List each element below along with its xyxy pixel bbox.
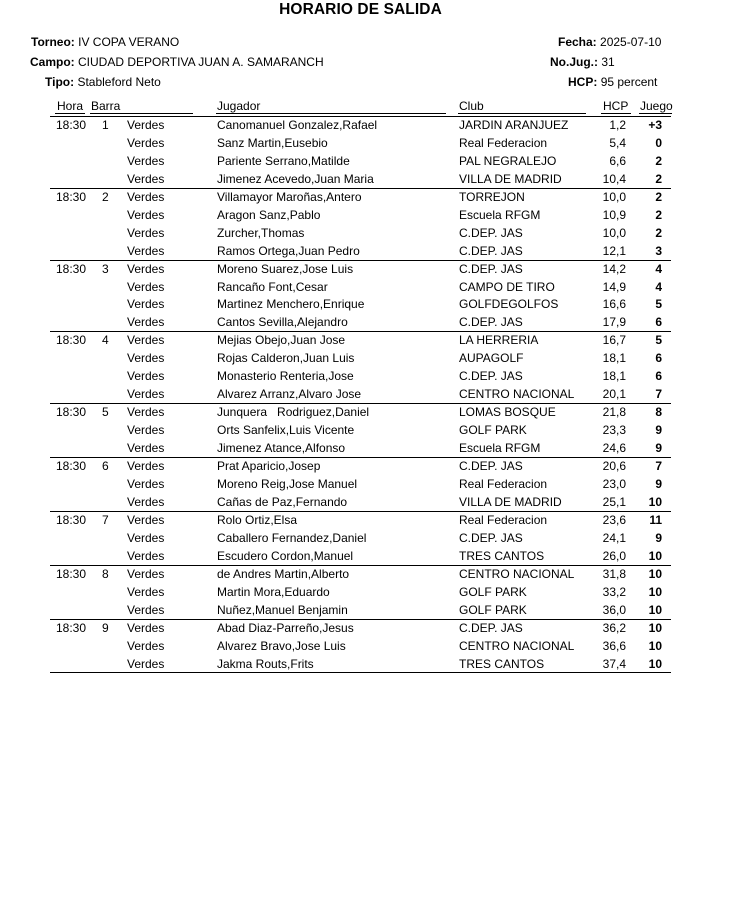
header-underline bbox=[55, 113, 85, 114]
table-row bbox=[0, 225, 731, 243]
player-name: Rancaño Font,Cesar bbox=[217, 280, 328, 294]
player-hcp: 16,6 bbox=[602, 297, 626, 311]
tee-color: Verdes bbox=[127, 226, 165, 240]
player-name: Pariente Serrano,Matilde bbox=[217, 154, 350, 168]
player-club: VILLA DE MADRID bbox=[459, 495, 562, 509]
table-row bbox=[0, 602, 731, 620]
tee-color: Verdes bbox=[127, 459, 165, 473]
fecha-label: Fecha: bbox=[558, 35, 597, 49]
player-club: C.DEP. JAS bbox=[459, 621, 523, 635]
player-hcp: 16,7 bbox=[602, 333, 626, 347]
player-name: Aragon Sanz,Pablo bbox=[217, 208, 321, 222]
player-juego: 10 bbox=[648, 585, 662, 599]
player-club: CENTRO NACIONAL bbox=[459, 567, 575, 581]
tee-color: Verdes bbox=[127, 657, 165, 671]
group-number: 9 bbox=[102, 621, 109, 635]
col-club-header: Club bbox=[459, 99, 484, 113]
player-name: Junquera Rodriguez,Daniel bbox=[217, 405, 370, 419]
player-hcp: 10,4 bbox=[602, 172, 626, 186]
group-number: 5 bbox=[102, 405, 109, 419]
player-club: C.DEP. JAS bbox=[459, 531, 523, 545]
player-name: Cañas de Paz,Fernando bbox=[217, 495, 348, 509]
player-club: JARDIN ARANJUEZ bbox=[459, 118, 569, 132]
player-club: LOMAS BOSQUE bbox=[459, 405, 556, 419]
player-juego: 6 bbox=[655, 315, 662, 329]
group-number: 7 bbox=[102, 513, 109, 527]
tee-color: Verdes bbox=[127, 333, 165, 347]
tee-time: 18:30 bbox=[56, 190, 87, 204]
player-club: TRES CANTOS bbox=[459, 549, 545, 563]
tipo-value: Stableford Neto bbox=[77, 75, 161, 89]
player-juego: 9 bbox=[655, 531, 662, 545]
group-number: 1 bbox=[102, 118, 109, 132]
group-number: 4 bbox=[102, 333, 109, 347]
player-juego: 3 bbox=[655, 244, 662, 258]
player-hcp: 10,0 bbox=[602, 190, 626, 204]
table-row bbox=[0, 584, 731, 602]
player-hcp: 14,9 bbox=[602, 280, 626, 294]
player-name: Jimenez Acevedo,Juan Maria bbox=[217, 172, 374, 186]
player-juego: 0 bbox=[655, 136, 662, 150]
table-row bbox=[0, 171, 731, 189]
player-juego: 8 bbox=[655, 405, 662, 419]
player-name: Moreno Reig,Jose Manuel bbox=[217, 477, 358, 491]
player-hcp: 6,6 bbox=[609, 154, 626, 168]
tee-time: 18:30 bbox=[56, 621, 87, 635]
header-underline bbox=[601, 113, 631, 114]
table-row bbox=[0, 243, 731, 261]
table-row bbox=[0, 386, 731, 404]
player-name: Jakma Routs,Frits bbox=[217, 657, 314, 671]
tee-color: Verdes bbox=[127, 369, 165, 383]
table-row bbox=[0, 494, 731, 512]
player-juego: 2 bbox=[655, 226, 662, 240]
tee-color: Verdes bbox=[127, 603, 165, 617]
player-name: Martinez Menchero,Enrique bbox=[217, 297, 365, 311]
player-name: Sanz Martin,Eusebio bbox=[217, 136, 328, 150]
group-number: 3 bbox=[102, 262, 109, 276]
tee-color: Verdes bbox=[127, 621, 165, 635]
player-club: C.DEP. JAS bbox=[459, 244, 523, 258]
player-juego: 2 bbox=[655, 172, 662, 186]
player-club: Escuela RFGM bbox=[459, 441, 541, 455]
hcp-field bbox=[568, 75, 657, 89]
tee-color: Verdes bbox=[127, 477, 165, 491]
table-row bbox=[0, 314, 731, 332]
player-name: Rolo Ortiz,Elsa bbox=[217, 513, 298, 527]
player-club: CENTRO NACIONAL bbox=[459, 387, 575, 401]
tee-color: Verdes bbox=[127, 567, 165, 581]
player-hcp: 10,9 bbox=[602, 208, 626, 222]
player-hcp: 10,0 bbox=[602, 226, 626, 240]
player-juego: 7 bbox=[655, 459, 662, 473]
player-hcp: 36,0 bbox=[602, 603, 626, 617]
player-hcp: 20,1 bbox=[602, 387, 626, 401]
tee-color: Verdes bbox=[127, 423, 165, 437]
tee-color: Verdes bbox=[127, 136, 165, 150]
table-row bbox=[0, 350, 731, 368]
player-hcp: 12,1 bbox=[602, 244, 626, 258]
col-hora-header: Hora bbox=[57, 99, 84, 113]
header-underline bbox=[90, 113, 193, 114]
table-row bbox=[0, 189, 731, 207]
table-bottom-rule bbox=[50, 672, 671, 673]
table-row bbox=[0, 261, 731, 279]
player-name: Monasterio Renteria,Jose bbox=[217, 369, 354, 383]
nojug-field bbox=[550, 55, 615, 69]
page-title: HORARIO DE SALIDA bbox=[279, 1, 442, 18]
table-row bbox=[0, 368, 731, 386]
player-hcp: 23,3 bbox=[602, 423, 626, 437]
player-hcp: 14,2 bbox=[602, 262, 626, 276]
player-name: Cantos Sevilla,Alejandro bbox=[217, 315, 348, 329]
col-barra-header: Barra bbox=[91, 99, 121, 113]
player-hcp: 31,8 bbox=[602, 567, 626, 581]
player-club: Real Federacion bbox=[459, 477, 548, 491]
player-hcp: 36,6 bbox=[602, 639, 626, 653]
player-juego: 2 bbox=[655, 208, 662, 222]
fecha-value: 2025-07-10 bbox=[600, 35, 662, 49]
tee-color: Verdes bbox=[127, 262, 165, 276]
table-row bbox=[0, 404, 731, 422]
campo-label: Campo: bbox=[30, 55, 75, 69]
player-juego: 9 bbox=[655, 423, 662, 437]
tee-color: Verdes bbox=[127, 639, 165, 653]
tee-time: 18:30 bbox=[56, 567, 87, 581]
table-row bbox=[0, 332, 731, 350]
player-club: Real Federacion bbox=[459, 136, 548, 150]
player-club: C.DEP. JAS bbox=[459, 226, 523, 240]
player-name: Nuñez,Manuel Benjamin bbox=[217, 603, 348, 617]
col-jugador-header: Jugador bbox=[217, 99, 261, 113]
player-juego: 10 bbox=[648, 567, 662, 581]
tee-color: Verdes bbox=[127, 208, 165, 222]
player-club: TRES CANTOS bbox=[459, 657, 545, 671]
player-name: Moreno Suarez,Jose Luis bbox=[217, 262, 354, 276]
torneo-label: Torneo: bbox=[31, 35, 75, 49]
player-name: Abad Diaz-Parreño,Jesus bbox=[217, 621, 354, 635]
player-juego: 10 bbox=[648, 639, 662, 653]
player-hcp: 21,8 bbox=[602, 405, 626, 419]
player-club: C.DEP. JAS bbox=[459, 459, 523, 473]
player-hcp: 24,6 bbox=[602, 441, 626, 455]
tee-color: Verdes bbox=[127, 154, 165, 168]
table-row bbox=[0, 440, 731, 458]
player-hcp: 1,2 bbox=[609, 118, 626, 132]
tee-color: Verdes bbox=[127, 315, 165, 329]
torneo-value: IV COPA VERANO bbox=[78, 35, 180, 49]
tee-color: Verdes bbox=[127, 297, 165, 311]
player-name: Zurcher,Thomas bbox=[217, 226, 305, 240]
player-name: Prat Aparicio,Josep bbox=[217, 459, 321, 473]
table-row bbox=[0, 458, 731, 476]
table-row bbox=[0, 512, 731, 530]
player-club: GOLF PARK bbox=[459, 603, 527, 617]
group-number: 2 bbox=[102, 190, 109, 204]
hcp-label: HCP: bbox=[568, 75, 598, 89]
tee-color: Verdes bbox=[127, 405, 165, 419]
tee-color: Verdes bbox=[127, 118, 165, 132]
player-hcp: 18,1 bbox=[602, 351, 626, 365]
player-hcp: 33,2 bbox=[602, 585, 626, 599]
player-hcp: 18,1 bbox=[602, 369, 626, 383]
player-juego: 4 bbox=[655, 280, 662, 294]
tee-color: Verdes bbox=[127, 351, 165, 365]
group-number: 8 bbox=[102, 567, 109, 581]
player-hcp: 17,9 bbox=[602, 315, 626, 329]
player-juego: 7 bbox=[655, 387, 662, 401]
player-name: Orts Sanfelix,Luis Vicente bbox=[217, 423, 355, 437]
table-row bbox=[0, 296, 731, 314]
nojug-label: No.Jug.: bbox=[550, 55, 598, 69]
tee-time: 18:30 bbox=[56, 118, 87, 132]
player-name: Alvarez Bravo,Jose Luis bbox=[217, 639, 346, 653]
header-underline bbox=[639, 113, 672, 114]
tee-color: Verdes bbox=[127, 244, 165, 258]
player-hcp: 5,4 bbox=[609, 136, 626, 150]
player-club: TORREJON bbox=[459, 190, 525, 204]
player-name: Jimenez Atance,Alfonso bbox=[217, 441, 346, 455]
player-hcp: 37,4 bbox=[602, 657, 626, 671]
player-club: AUPAGOLF bbox=[459, 351, 524, 365]
tee-time: 18:30 bbox=[56, 459, 87, 473]
fecha-field bbox=[558, 35, 661, 49]
player-name: Caballero Fernandez,Daniel bbox=[217, 531, 367, 545]
player-juego: 10 bbox=[648, 603, 662, 617]
player-name: Mejias Obejo,Juan Jose bbox=[217, 333, 346, 347]
player-name: Canomanuel Gonzalez,Rafael bbox=[217, 118, 378, 132]
player-club: CENTRO NACIONAL bbox=[459, 639, 575, 653]
player-juego: 10 bbox=[648, 621, 662, 635]
table-row bbox=[0, 638, 731, 656]
player-club: LA HERRERIA bbox=[459, 333, 539, 347]
tee-color: Verdes bbox=[127, 441, 165, 455]
table-row bbox=[0, 548, 731, 566]
player-club: C.DEP. JAS bbox=[459, 262, 523, 276]
table-row bbox=[0, 153, 731, 171]
player-juego: 2 bbox=[655, 190, 662, 204]
tee-time: 18:30 bbox=[56, 405, 87, 419]
tee-color: Verdes bbox=[127, 495, 165, 509]
player-club: GOLF PARK bbox=[459, 585, 527, 599]
player-club: PAL NEGRALEJO bbox=[459, 154, 557, 168]
table-row bbox=[0, 566, 731, 584]
player-hcp: 23,0 bbox=[602, 477, 626, 491]
player-club: VILLA DE MADRID bbox=[459, 172, 562, 186]
player-juego: 5 bbox=[655, 297, 662, 311]
col-juego-header: Juego bbox=[640, 99, 673, 113]
player-name: Villamayor Maroñas,Antero bbox=[217, 190, 362, 204]
player-name: de Andres Martin,Alberto bbox=[217, 567, 350, 581]
tipo-label: Tipo: bbox=[45, 75, 75, 89]
tee-color: Verdes bbox=[127, 585, 165, 599]
table-row bbox=[0, 207, 731, 225]
player-name: Rojas Calderon,Juan Luis bbox=[217, 351, 355, 365]
player-juego: 5 bbox=[655, 333, 662, 347]
player-juego: 6 bbox=[655, 351, 662, 365]
tee-time: 18:30 bbox=[56, 262, 87, 276]
player-hcp: 20,6 bbox=[602, 459, 626, 473]
player-club: C.DEP. JAS bbox=[459, 369, 523, 383]
player-hcp: 36,2 bbox=[602, 621, 626, 635]
player-name: Martin Mora,Eduardo bbox=[217, 585, 330, 599]
tipo-field bbox=[45, 75, 161, 89]
player-club: GOLF PARK bbox=[459, 423, 527, 437]
player-hcp: 23,6 bbox=[602, 513, 626, 527]
player-club: Escuela RFGM bbox=[459, 208, 541, 222]
tee-color: Verdes bbox=[127, 531, 165, 545]
header-underline bbox=[458, 113, 586, 114]
tee-color: Verdes bbox=[127, 549, 165, 563]
col-hcp-header: HCP bbox=[603, 99, 629, 113]
tee-color: Verdes bbox=[127, 513, 165, 527]
player-club: C.DEP. JAS bbox=[459, 315, 523, 329]
tee-time: 18:30 bbox=[56, 513, 87, 527]
hcp-value: 95 percent bbox=[600, 75, 658, 89]
campo-field bbox=[30, 55, 324, 69]
table-row bbox=[0, 279, 731, 297]
player-juego: 10 bbox=[648, 657, 662, 671]
table-row bbox=[0, 117, 731, 135]
tee-color: Verdes bbox=[127, 172, 165, 186]
nojug-value: 31 bbox=[601, 55, 615, 69]
header-underline bbox=[216, 113, 446, 114]
player-hcp: 24,1 bbox=[602, 531, 626, 545]
player-name: Ramos Ortega,Juan Pedro bbox=[217, 244, 360, 258]
table-row bbox=[0, 135, 731, 153]
tee-time: 18:30 bbox=[56, 333, 87, 347]
player-club: CAMPO DE TIRO bbox=[459, 280, 555, 294]
player-juego: +3 bbox=[648, 118, 662, 132]
player-name: Escudero Cordon,Manuel bbox=[217, 549, 354, 563]
table-row bbox=[0, 476, 731, 494]
table-row bbox=[0, 620, 731, 638]
table-row bbox=[0, 422, 731, 440]
player-name: Alvarez Arranz,Alvaro Jose bbox=[217, 387, 362, 401]
tee-color: Verdes bbox=[127, 387, 165, 401]
player-club: GOLFDEGOLFOS bbox=[459, 297, 559, 311]
player-juego: 10 bbox=[648, 495, 662, 509]
player-juego: 9 bbox=[655, 477, 662, 491]
group-number: 6 bbox=[102, 459, 109, 473]
tee-color: Verdes bbox=[127, 190, 165, 204]
player-juego: 9 bbox=[655, 441, 662, 455]
player-juego: 6 bbox=[655, 369, 662, 383]
player-juego: 4 bbox=[655, 262, 662, 276]
table-row bbox=[0, 530, 731, 548]
player-juego: 2 bbox=[655, 154, 662, 168]
torneo-field bbox=[31, 35, 179, 49]
player-juego: 10 bbox=[648, 549, 662, 563]
player-hcp: 26,0 bbox=[602, 549, 626, 563]
tee-color: Verdes bbox=[127, 280, 165, 294]
player-hcp: 25,1 bbox=[602, 495, 626, 509]
player-juego: 11 bbox=[649, 513, 662, 527]
campo-value: CIUDAD DEPORTIVA JUAN A. SAMARANCH bbox=[78, 55, 324, 69]
player-club: Real Federacion bbox=[459, 513, 548, 527]
